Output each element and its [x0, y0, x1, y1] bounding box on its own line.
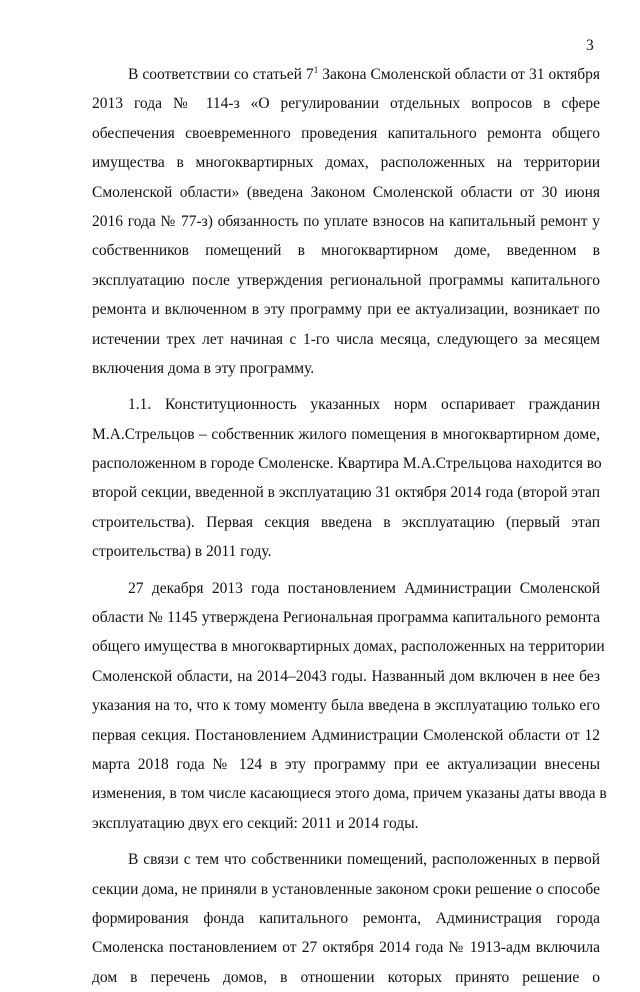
text-line: 2013 года № 114-з «О регулировании отдельных вопросов в сфере [92, 95, 600, 113]
text-line: М.А.Стрельцов – собственник жилого помещения в многоквартирном доме, [92, 425, 600, 443]
text-line: ремонта и включенном в эту программу при ее актуализации, возникает по [92, 301, 600, 319]
paragraph-4 [92, 845, 600, 992]
text-fragment: В соответствии со статьей 7 [128, 66, 314, 83]
superscript-index: 1 [313, 65, 319, 75]
text-line: 1.1. Конституционность указанных норм оспаривает гражданин [128, 396, 600, 414]
text-line: имущества в многоквартирных домах, расположенных на территории [92, 154, 600, 172]
page-number: 3 [586, 37, 594, 54]
document-body [92, 60, 607, 992]
text-line [92, 60, 600, 89]
text-line: эксплуатацию после утверждения региональной программы капитального [92, 271, 600, 289]
paragraph-3 [92, 574, 607, 839]
text-line: строительства). Первая секция введена в эксплуатацию (первый этап [92, 513, 600, 531]
text-line: расположенном в городе Смоленске. Квартира М.А.Стрельцова находится во [92, 455, 602, 473]
text-line: Смоленской области, на 2014–2043 годы. Названный дом включен в нее без [92, 667, 600, 685]
text-line: изменения, в том числе касающиеся этого дома, причем указаны даты ввода в [92, 785, 607, 803]
text-line: первая секция. Постановлением Администрации Смоленской области от 12 [92, 726, 600, 744]
text-line: истечении трех лет начиная с 1-го числа месяца, следующего за месяцем [92, 330, 600, 348]
text-fragment: Закона Смоленской области от 31 октября [318, 66, 600, 83]
paragraph-2 [92, 390, 600, 566]
text-line: области № 1145 утверждена Региональная программа капитального ремонта [92, 609, 600, 627]
text-line: секции дома, не приняли в установленные законом сроки решение о способе [92, 880, 600, 898]
text-line: общего имущества в многоквартирных домах, расположенных на территории [92, 638, 605, 656]
text-line: 27 декабря 2013 года постановлением Администрации Смоленской [128, 579, 600, 597]
text-line: Смоленской области» (введена Законом Смоленской области от 30 июня [92, 183, 600, 201]
text-line: собственников помещений в многоквартирном доме, введенном в [92, 242, 600, 260]
text-line: марта 2018 года № 124 в эту программу при ее актуализации внесены [92, 755, 600, 773]
text-line: эксплуатацию двух его секций: 2011 и 2014 годы. [92, 814, 419, 832]
text-line: указания на то, что к тому моменту была введена в эксплуатацию только его [92, 697, 600, 715]
text-line: дом в перечень домов, в отношении которых принято решение о [92, 968, 600, 986]
text-line: Смоленска постановлением от 27 октября 2014 года № 1913-адм включила [92, 939, 600, 957]
paragraph-1 [92, 60, 600, 383]
text-line: строительства) в 2011 году. [92, 543, 272, 561]
text-line: включения дома в эту программу. [92, 359, 315, 377]
text-line: второй секции, введенной в эксплуатацию 31 октября 2014 года (второй этап [92, 484, 600, 502]
text-line: обеспечения своевременного проведения капитального ремонта общего [92, 124, 600, 142]
text-line: В связи с тем что собственники помещений, расположенных в первой [128, 851, 600, 869]
text-line: 2016 года № 77-з) обязанность по уплате взносов на капитальный ремонт у [92, 212, 600, 230]
text-line: формирования фонда капитального ремонта, Администрация города [92, 909, 600, 927]
